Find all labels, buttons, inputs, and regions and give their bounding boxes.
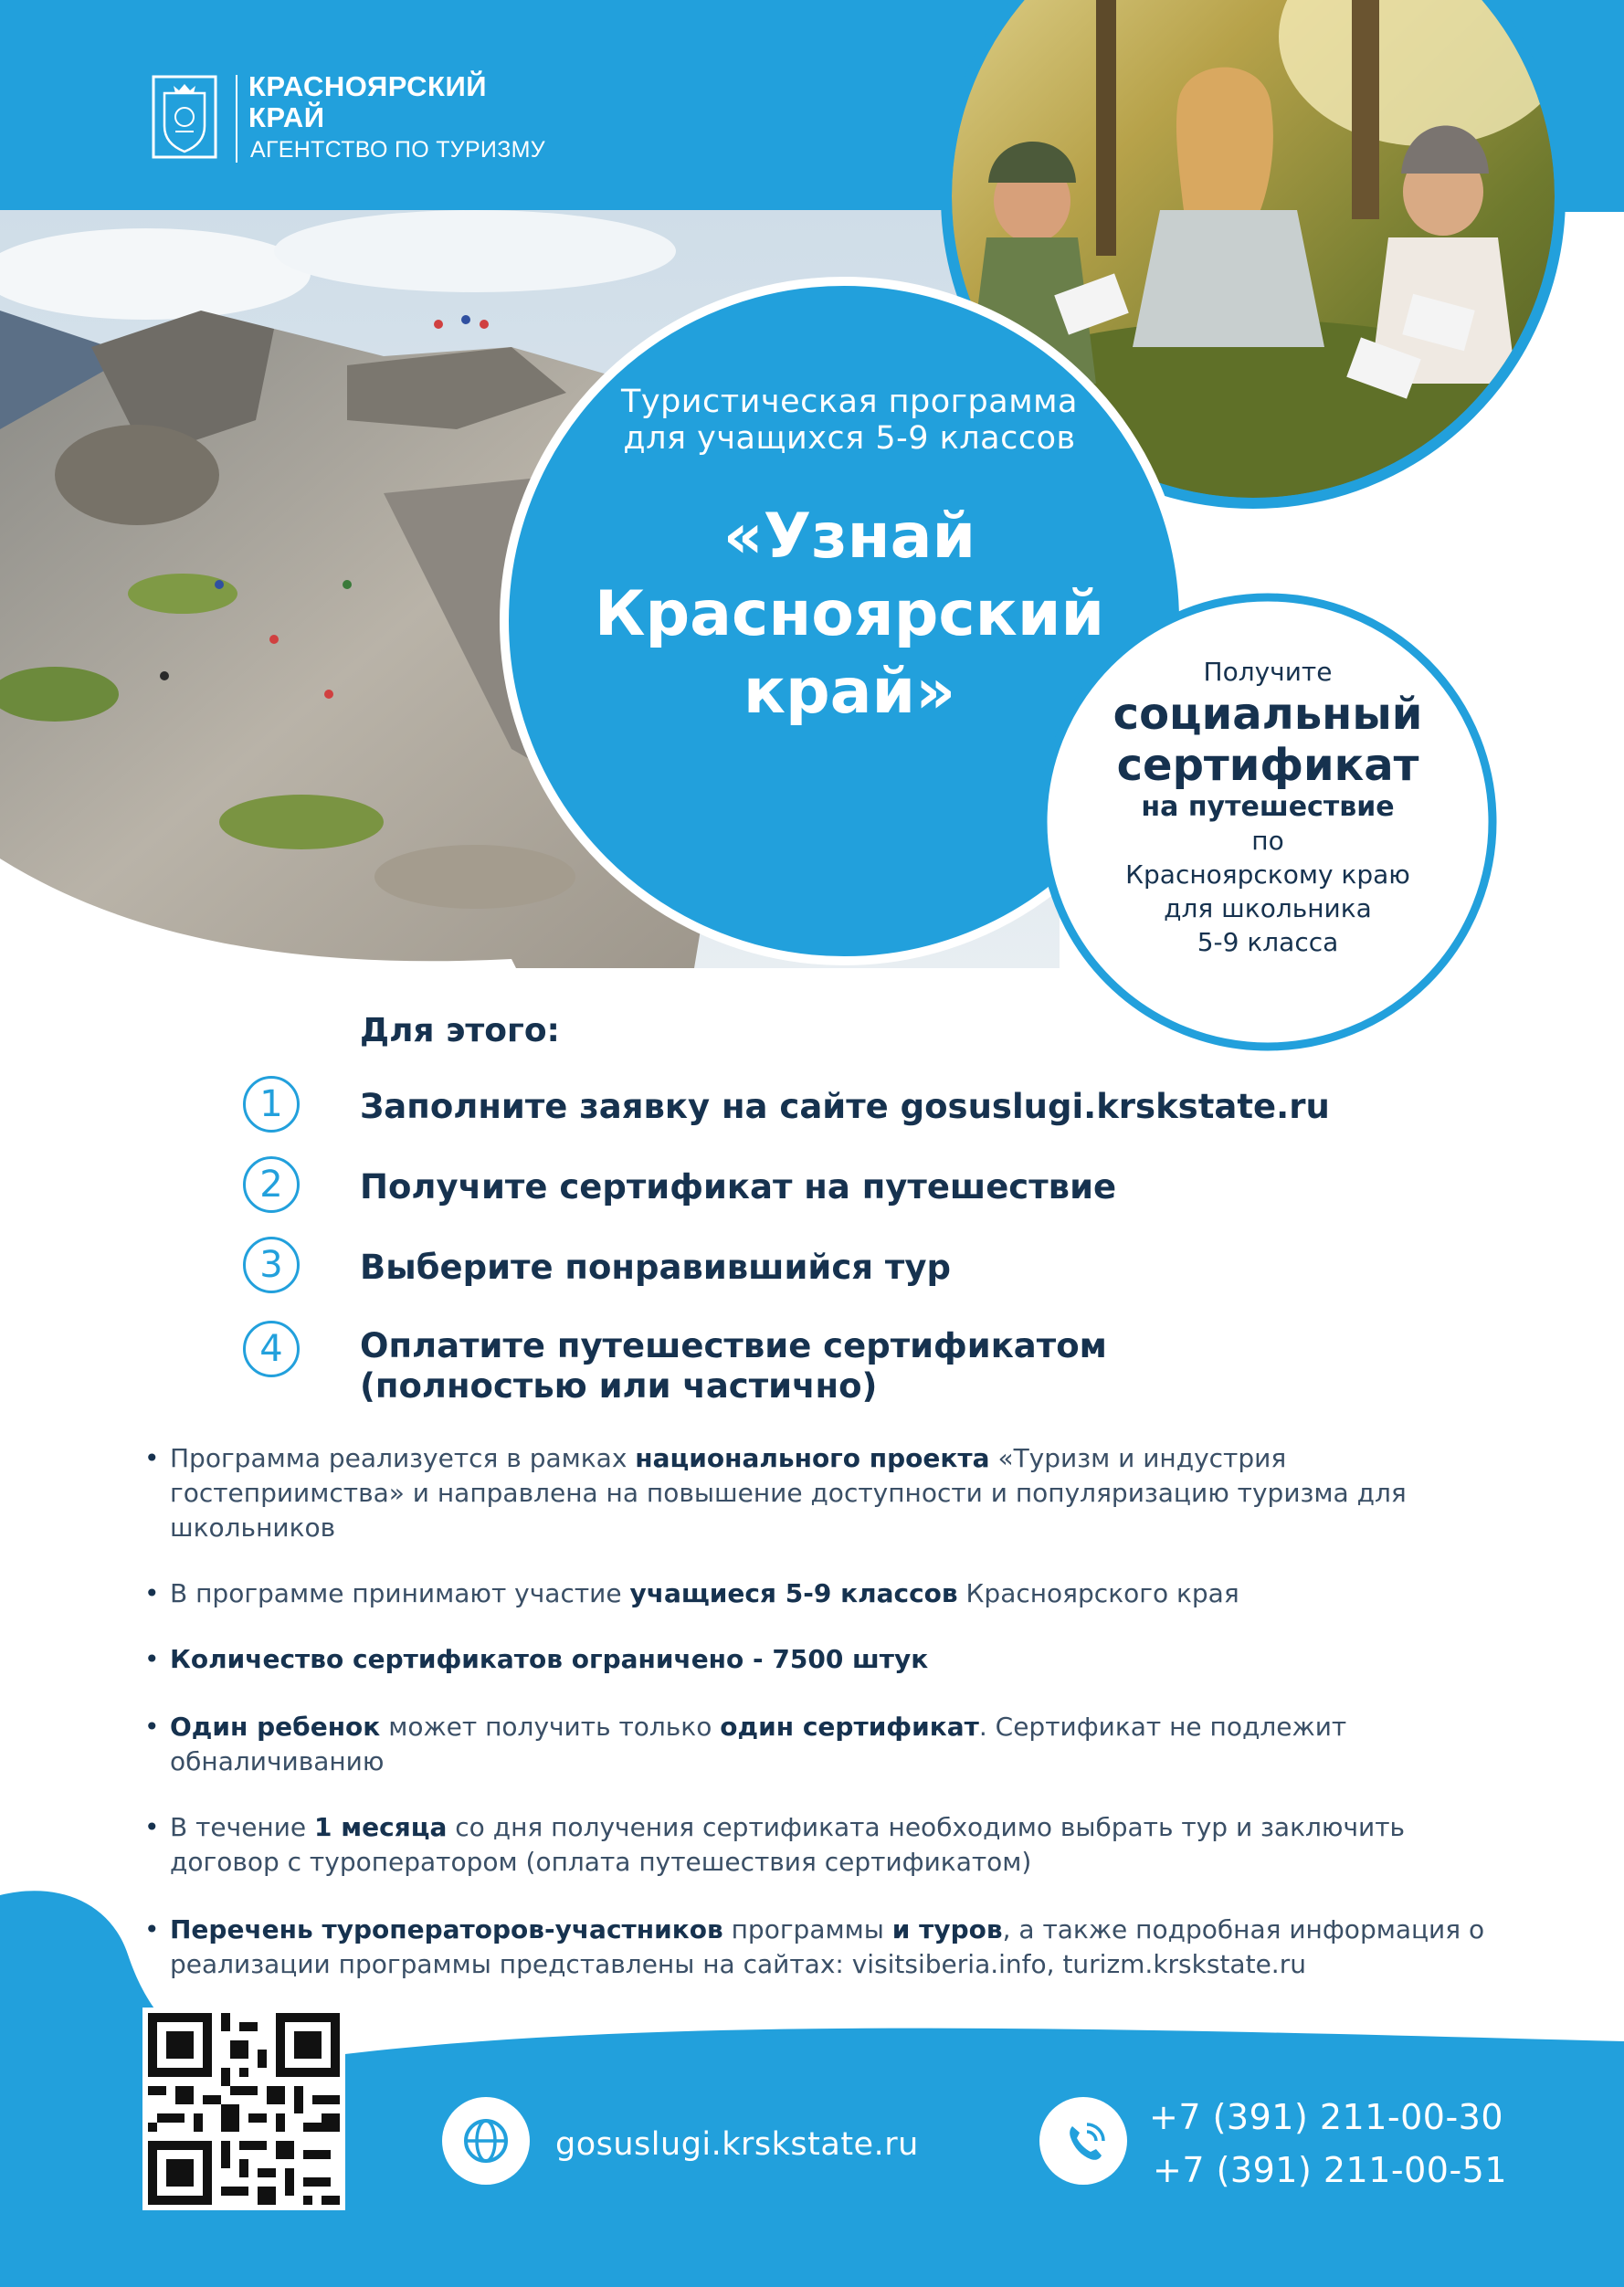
phone-icon-badge: [1039, 2097, 1127, 2185]
phone-number-1[interactable]: +7 (391) 211-00-30: [1149, 2097, 1504, 2137]
bullet-dot: •: [144, 1644, 160, 1674]
logo-title-line2: КРАЙ: [248, 101, 325, 133]
phone-icon: [1039, 2097, 1127, 2185]
certificate-badge: [1067, 656, 1469, 959]
certificate-line: 5-9 класса: [1197, 927, 1339, 957]
step-number-1: 1: [243, 1076, 300, 1133]
bullet-dot: •: [144, 1914, 160, 1944]
phone-number-2[interactable]: +7 (391) 211-00-51: [1153, 2150, 1508, 2190]
info-bullet-3: [144, 1642, 1496, 1677]
steps-title: Для этого:: [360, 1012, 560, 1049]
certificate-line: по: [1251, 826, 1284, 856]
step-text-3: [360, 1248, 951, 1288]
bullet-text: Красноярского края: [957, 1578, 1239, 1608]
info-bullet-4: [144, 1710, 1496, 1779]
bullet-text: Программа реализуется в рамках: [170, 1443, 636, 1473]
bullet-bold-text: Количество сертификатов ограничено - 7500 штук: [170, 1644, 929, 1674]
coat-of-arms-icon: [152, 75, 217, 159]
step-number-2: 2: [243, 1156, 300, 1213]
bullet-bold-text: 1 месяца: [314, 1812, 448, 1842]
program-title-line: «Узнай: [722, 501, 976, 573]
step-text-line: Заполните заявку на сайте gosuslugi.krskstate.ru: [360, 1087, 1330, 1126]
step-text-1: [360, 1087, 1330, 1127]
program-title-line: край»: [743, 656, 956, 728]
logo-divider: [236, 75, 237, 163]
program-subtitle-line: Туристическая программа: [621, 384, 1078, 420]
bullet-text: программы: [722, 1914, 892, 1944]
bullet-dot: •: [144, 1578, 160, 1608]
globe-icon-badge: [442, 2097, 530, 2185]
bullet-text: может получить только: [380, 1712, 721, 1742]
program-subtitle-line: для учащихся 5-9 классов: [623, 420, 1076, 457]
bullet-text: со дня получения сертификата необходимо выбрать тур и заключить договор с туроператором (оплата путешествия сертификатом): [170, 1812, 1406, 1877]
step-text-2: [360, 1167, 1116, 1207]
certificate-big-line: социальный: [1113, 689, 1423, 740]
info-bullet-5: [144, 1810, 1496, 1880]
step-text-line: Выберите понравившийся тур: [360, 1248, 951, 1287]
step-number-4: 4: [243, 1321, 300, 1377]
program-subtitle: [511, 384, 1187, 457]
step-number-3: 3: [243, 1237, 300, 1293]
certificate-big-line: сертификат: [1116, 740, 1419, 791]
step-text-4: [360, 1326, 1107, 1407]
logo-title: КРАСНОЯРСКИЙ: [248, 70, 488, 102]
certificate-line: Красноярскому краю: [1125, 859, 1410, 890]
bullet-text: . Сертификат не подлежит обналичиванию: [170, 1712, 1347, 1776]
bullet-text: «Туризм и индустрия гостеприимства» и направлена на повышение доступности и популяризацию туризма для школьников: [170, 1443, 1407, 1543]
bullet-bold-text: учащиеся 5-9 классов: [629, 1578, 958, 1608]
program-title-line: Красноярский: [594, 578, 1105, 650]
bullet-bold-text: Перечень туроператоров-участников: [170, 1914, 723, 1944]
step-text-line: Получите сертификат на путешествие: [360, 1167, 1117, 1207]
bullet-bold-text: Один ребенок: [170, 1712, 381, 1742]
qr-code-icon[interactable]: [148, 2013, 340, 2205]
logo-subtitle: АГЕНТСТВО ПО ТУРИЗМУ: [250, 137, 545, 163]
certificate-mid: на путешествие: [1141, 791, 1395, 823]
footer-website-link[interactable]: gosuslugi.krskstate.ru: [555, 2126, 919, 2163]
certificate-line: для школьника: [1164, 893, 1372, 923]
bullet-dot: •: [144, 1712, 160, 1742]
step-text-line: (полностью или частично): [360, 1366, 878, 1406]
info-bullet-1: [144, 1441, 1496, 1545]
bullet-dot: •: [144, 1443, 160, 1473]
globe-icon: [442, 2097, 530, 2185]
bullet-text: , а также подробная информация о реализации программы представлены на сайтах: visitsiberia.info, turizm.krskstate.ru: [170, 1914, 1485, 1979]
info-bullet-2: [144, 1576, 1496, 1611]
bullet-bold-text: национального проекта: [635, 1443, 990, 1473]
bullet-dot: •: [144, 1812, 160, 1842]
info-bullet-6: [144, 1913, 1496, 1982]
bullet-bold-text: и туров: [891, 1914, 1003, 1944]
bullet-text: В программе принимают участие: [170, 1578, 630, 1608]
step-text-line: Оплатите путешествие сертификатом: [360, 1326, 1107, 1365]
certificate-top: Получите: [1203, 657, 1333, 687]
bullet-text: В течение: [170, 1812, 315, 1842]
bullet-bold-text: один сертификат: [720, 1712, 979, 1742]
